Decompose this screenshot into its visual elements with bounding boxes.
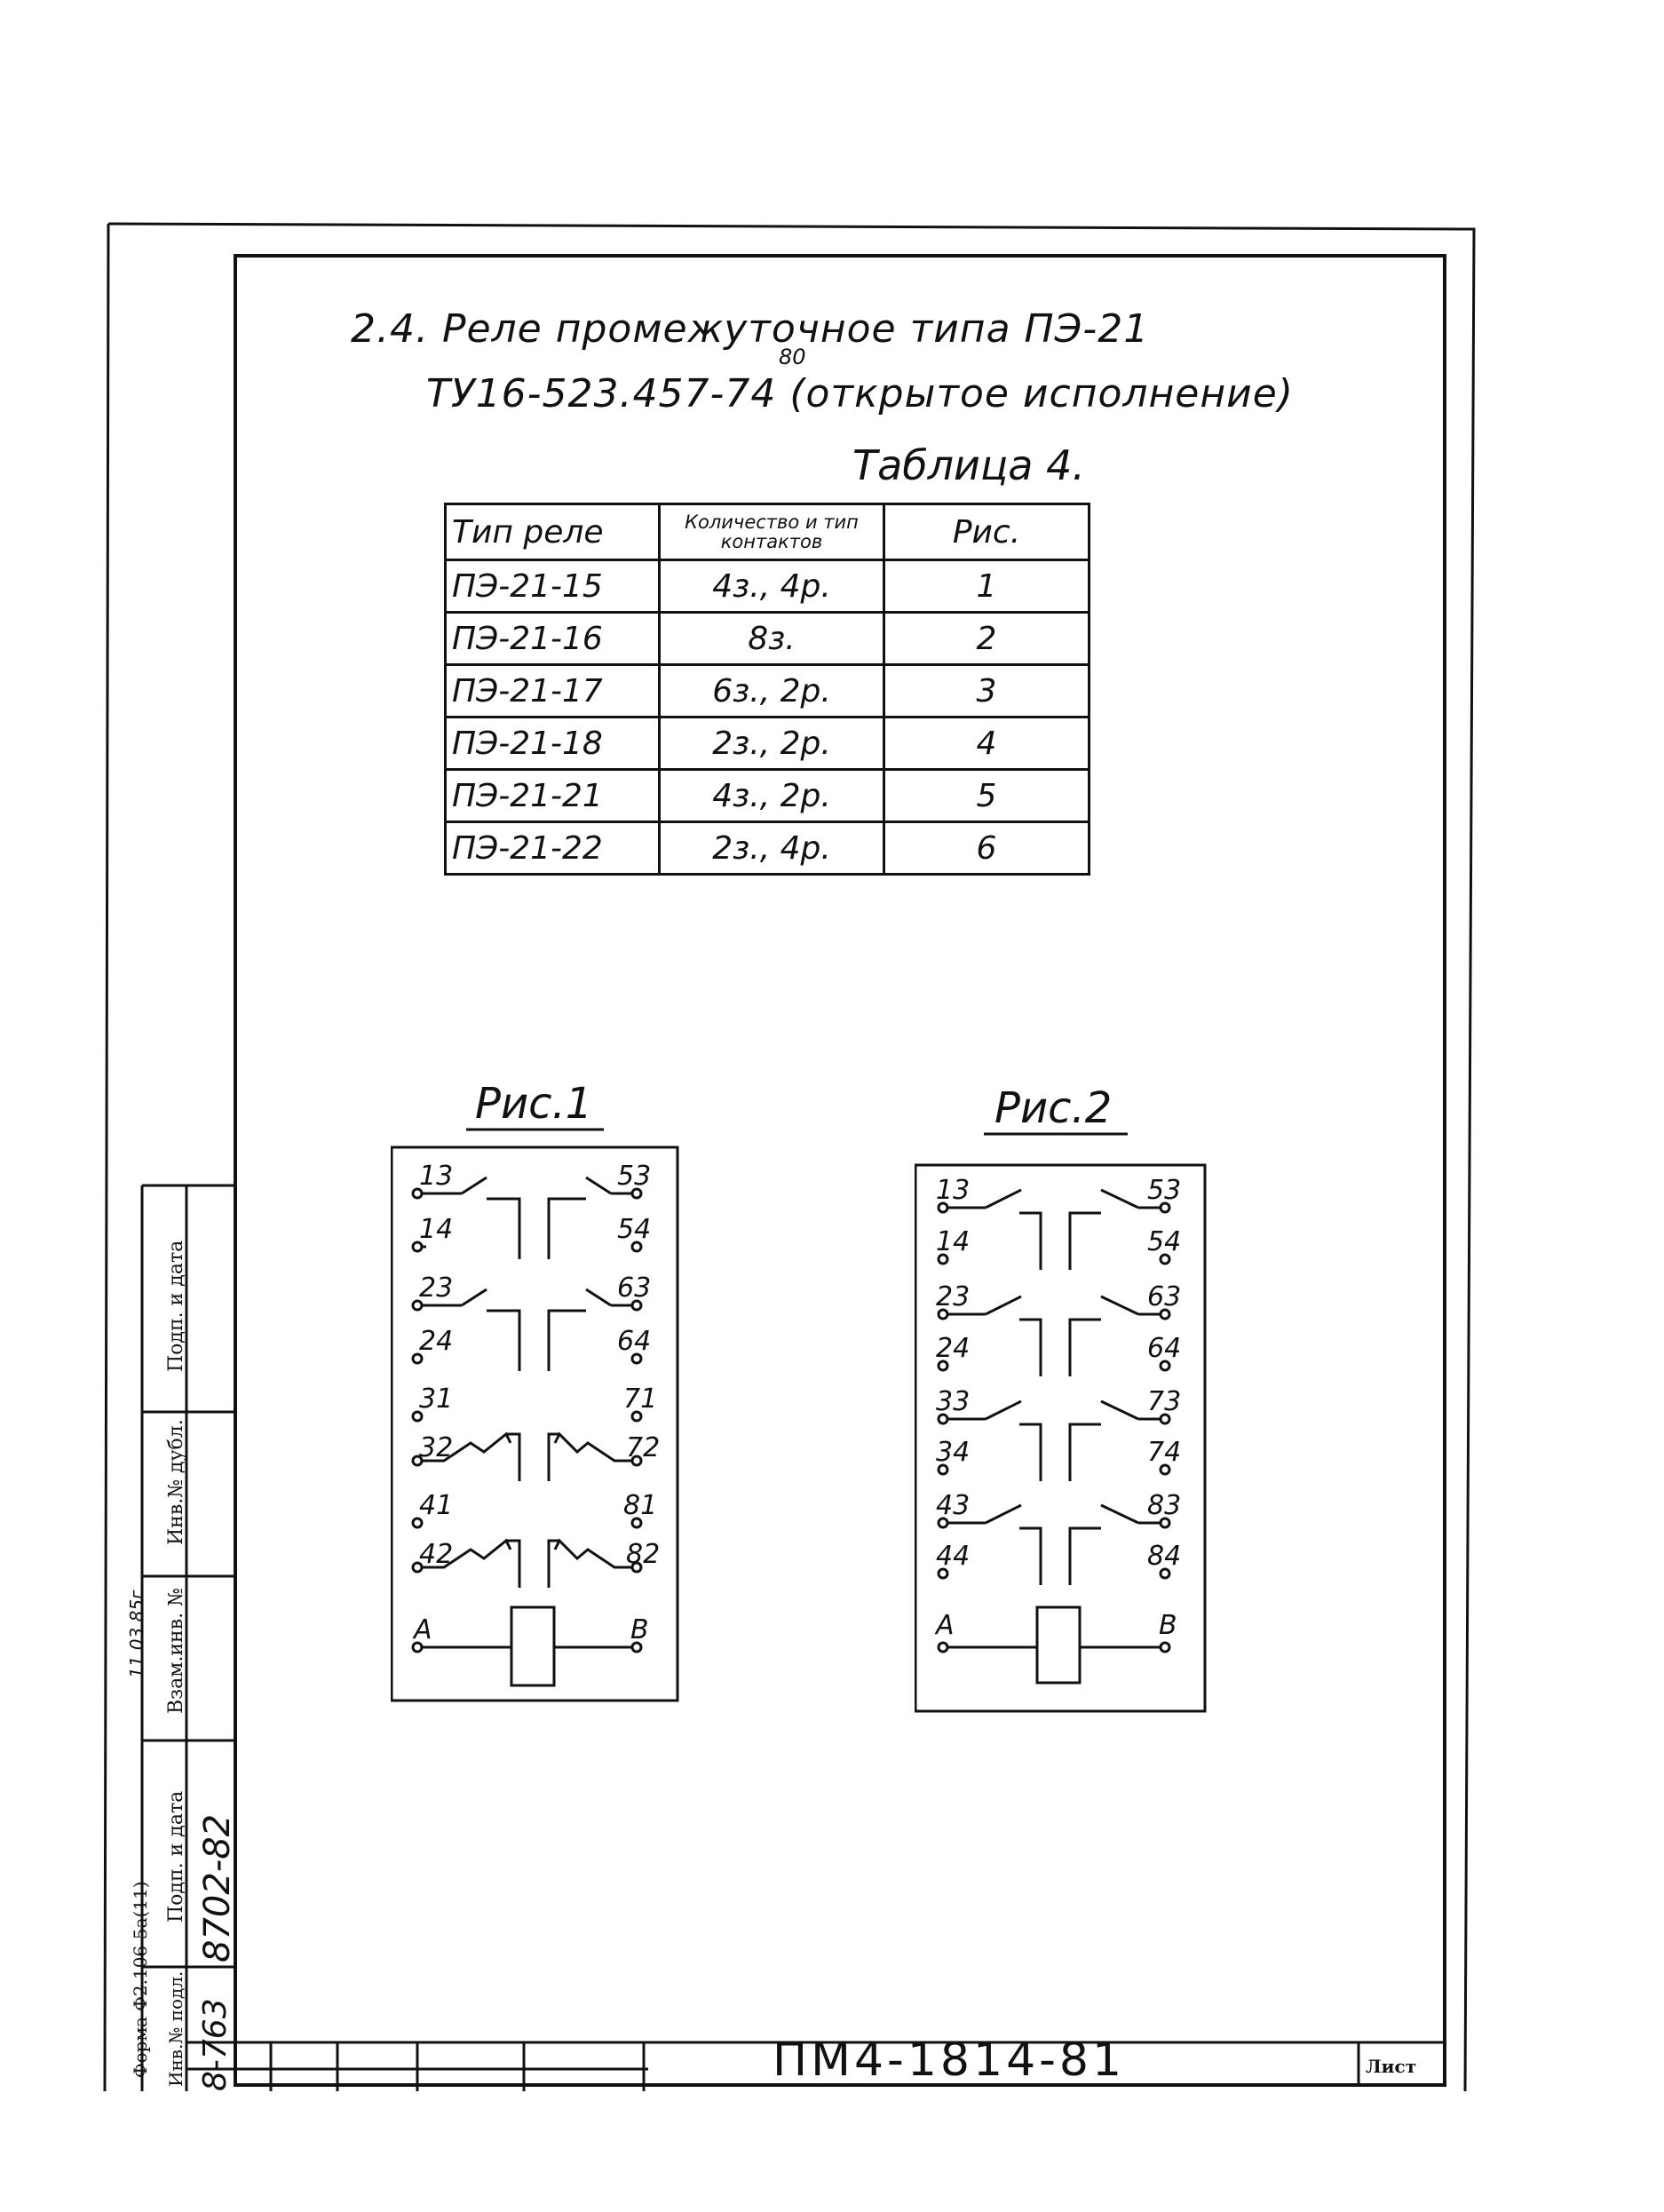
cell-figure: 6 [884,822,1090,875]
cell-contacts: 4з., 4р. [660,560,884,613]
terminal-label: 23 [936,1281,971,1312]
terminal-label: 24 [936,1333,971,1364]
terminal-label: 33 [936,1386,971,1417]
terminal-label: 72 [626,1432,661,1463]
stamp-handwritten-number: 8702-82 [197,1813,238,1962]
cell-type: ПЭ-21-15 [446,560,660,613]
terminal-label: A [414,1614,432,1645]
terminal-label: 31 [419,1383,454,1415]
header-figure: Рис. [884,504,1090,560]
cell-figure: 5 [884,770,1090,822]
terminal-label: 41 [419,1490,454,1521]
terminal-label: 83 [1147,1490,1182,1521]
terminal-label: 53 [1147,1175,1182,1206]
terminal-label: 63 [1147,1281,1182,1312]
terminal-label: 34 [936,1437,971,1468]
cell-figure: 4 [884,718,1090,770]
stamp-replace-inv: Взам.инв. № [165,1588,187,1714]
stamp-sign-date-1: Подп. и дата [165,1240,187,1372]
figure-2-caption: Рис.2 [994,1083,1113,1133]
stamp-handwritten-date: 11.03.85г [126,1590,147,1678]
schematic-figure-1 [391,1146,679,1705]
terminal-label: 54 [1147,1226,1182,1257]
terminal-label: 84 [1147,1541,1182,1572]
terminal-label: 23 [419,1272,454,1304]
heading-line-2: ТУ16-523.457-74 (открытое исполнение) [426,371,1294,416]
cell-contacts: 2з., 2р. [660,718,884,770]
stamp-sign-date-2: Подп. и дата [165,1790,187,1923]
terminal-label: 71 [623,1383,658,1415]
cell-contacts: 4з., 2р. [660,770,884,822]
cell-figure: 3 [884,665,1090,718]
stamp-form: Форма Ф2.106-5а(11) [130,1881,151,2078]
terminal-label: A [936,1610,955,1641]
header-relay-type: Тип реле [446,504,660,560]
terminal-label: 32 [419,1432,454,1463]
header-contacts: Количество и тип контактов [660,504,884,560]
terminal-label: 64 [1147,1333,1182,1364]
cell-figure: 2 [884,613,1090,665]
cell-contacts: 6з., 2р. [660,665,884,718]
cell-figure: 1 [884,560,1090,613]
stamp-dup-inv: Инв.№ дубл. [165,1419,187,1545]
figure-1-caption: Рис.1 [475,1079,593,1129]
cell-contacts: 2з., 4р. [660,822,884,875]
terminal-label: B [1159,1610,1177,1641]
terminal-label: B [630,1614,649,1645]
terminal-label: 14 [936,1226,971,1257]
stamp-orig-inv: Инв.№ подл. [165,1970,186,2087]
heading-line-1: 2.4. Реле промежуточное типа ПЭ-21 [351,306,1150,352]
stamp-inv-value: 8-763 [197,1998,234,2091]
schematic-figure-2 [915,1163,1208,1714]
sheet-label: Лист [1366,2056,1417,2077]
cell-contacts: 8з. [660,613,884,665]
cell-type: ПЭ-21-17 [446,665,660,718]
terminal-label: 64 [617,1326,652,1357]
cell-type: ПЭ-21-22 [446,822,660,875]
table-caption: Таблица 4. [852,441,1085,489]
terminal-label: 54 [617,1214,652,1245]
terminal-label: 74 [1147,1437,1182,1468]
terminal-label: 63 [617,1272,652,1304]
cell-type: ПЭ-21-21 [446,770,660,822]
terminal-label: 14 [419,1214,454,1245]
terminal-label: 43 [936,1490,971,1521]
terminal-label: 13 [936,1175,971,1206]
terminal-label: 73 [1147,1386,1182,1417]
terminal-label: 13 [419,1161,454,1192]
document-number: ПМ4-1814-81 [773,2034,1126,2087]
cell-type: ПЭ-21-18 [446,718,660,770]
terminal-label: 82 [626,1539,661,1570]
terminal-label: 24 [419,1326,454,1357]
terminal-label: 42 [419,1539,454,1570]
terminal-label: 81 [623,1490,658,1521]
terminal-label: 44 [936,1541,971,1572]
heading-superscript: 80 [779,345,806,369]
cell-type: ПЭ-21-16 [446,613,660,665]
terminal-label: 53 [617,1161,652,1192]
